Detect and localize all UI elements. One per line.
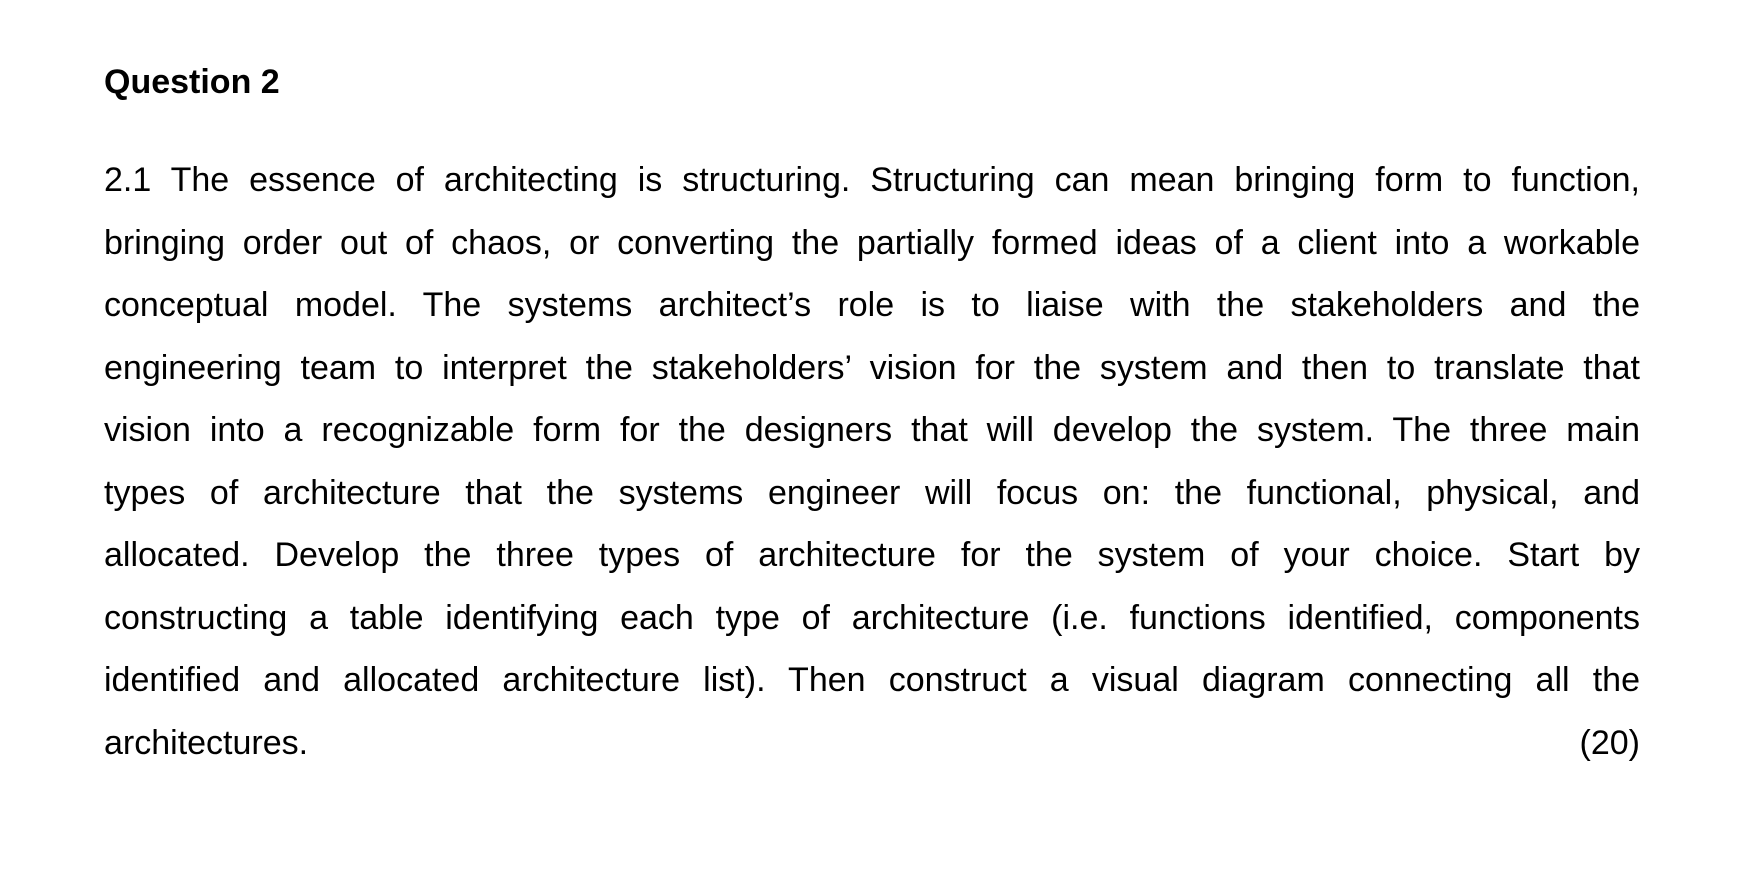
marks-label: (20) [1579, 723, 1640, 762]
body-line: engineering team to interpret the stakeholders’ vision for the system and then to translate that [104, 348, 1640, 387]
body-line: conceptual model. The systems architect’s role is to liaise with the stakeholders and the [104, 286, 1640, 324]
body-line: constructing a table identifying each type of architecture (i.e. functions identified, components [104, 598, 1640, 637]
body-line: identified and allocated architecture list). Then construct a visual diagram connecting all the [104, 661, 1640, 699]
body-line: types of architecture that the systems engineer will focus on: the functional, physical, and [104, 473, 1640, 512]
body-line: allocated. Develop the three types of architecture for the system of your choice. Start by [104, 536, 1640, 574]
body-line: vision into a recognizable form for the designers that will develop the system. The three main [104, 411, 1640, 449]
final-line-row [104, 712, 1640, 775]
question-body [104, 149, 1640, 774]
body-line: 2.1 The essence of architecting is structuring. Structuring can mean bringing form to function, [104, 161, 1640, 199]
question-heading: Question 2 [104, 63, 280, 101]
body-line: bringing order out of chaos, or converting the partially formed ideas of a client into a workable [104, 223, 1640, 262]
final-line-text: architectures. [104, 723, 309, 762]
